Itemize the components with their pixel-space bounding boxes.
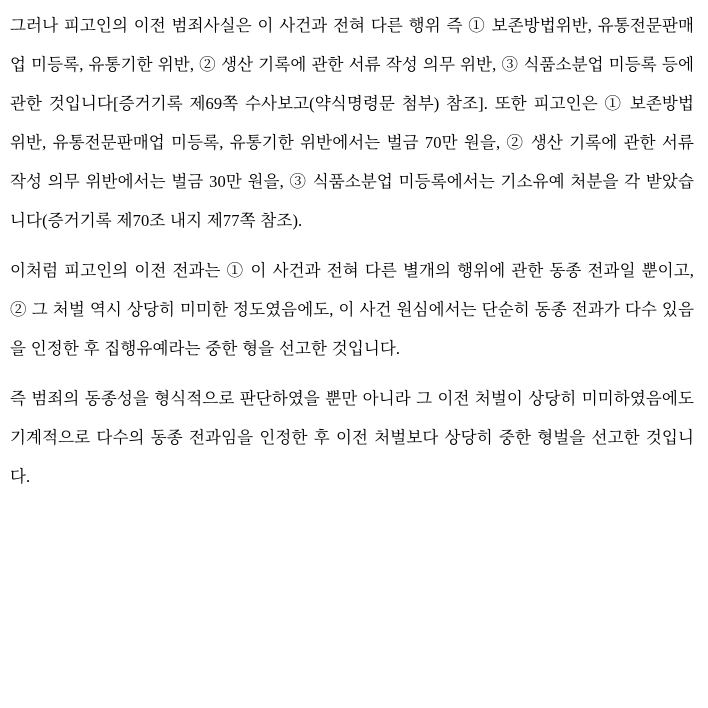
document-paragraph: 즉 범죄의 동종성을 형식적으로 판단하였을 뿐만 아니라 그 이전 처벌이 상당히 미미하였음에도 기계적으로 다수의 동종 전과임을 인정한 후 이전 처벌보다 상당히 중한 형벌을 선고한 것입니다. — [10, 389, 694, 486]
document-paragraph: 그러나 피고인의 이전 범죄사실은 이 사건과 전혀 다른 행위 즉 ① 보존방법위반, 유통전문판매업 미등록, 유통기한 위반, ② 생산 기록에 관한 서류 작성 의무 위반, ③ 식품소분업 미등록 등에 관한 것입니다[증거기록 제69쪽 수사보고(약식명령문 첨부) 참조]. 또한 피고인은 ① 보존방법 위반, 유통전문판매업 미등록, 유통기한 위반에서는 벌금 70만 원을, ② 생산 기록에 관한 서류 작성 의무 위반에서는 벌금 30만 원을, ③ 식품소분업 미등록에서는 기소유예 처분을 각 받았습니다(증거기록 제70조 내지 제77쪽 참조). — [10, 16, 694, 230]
document-paragraph: 이처럼 피고인의 이전 전과는 ① 이 사건과 전혀 다른 별개의 행위에 관한 동종 전과일 뿐이고, ② 그 처벌 역시 상당히 미미한 정도였음에도, 이 사건 원심에서는 단순히 동종 전과가 다수 있음을 인정한 후 집행유예라는 중한 형을 선고한 것입니다. — [10, 261, 694, 358]
